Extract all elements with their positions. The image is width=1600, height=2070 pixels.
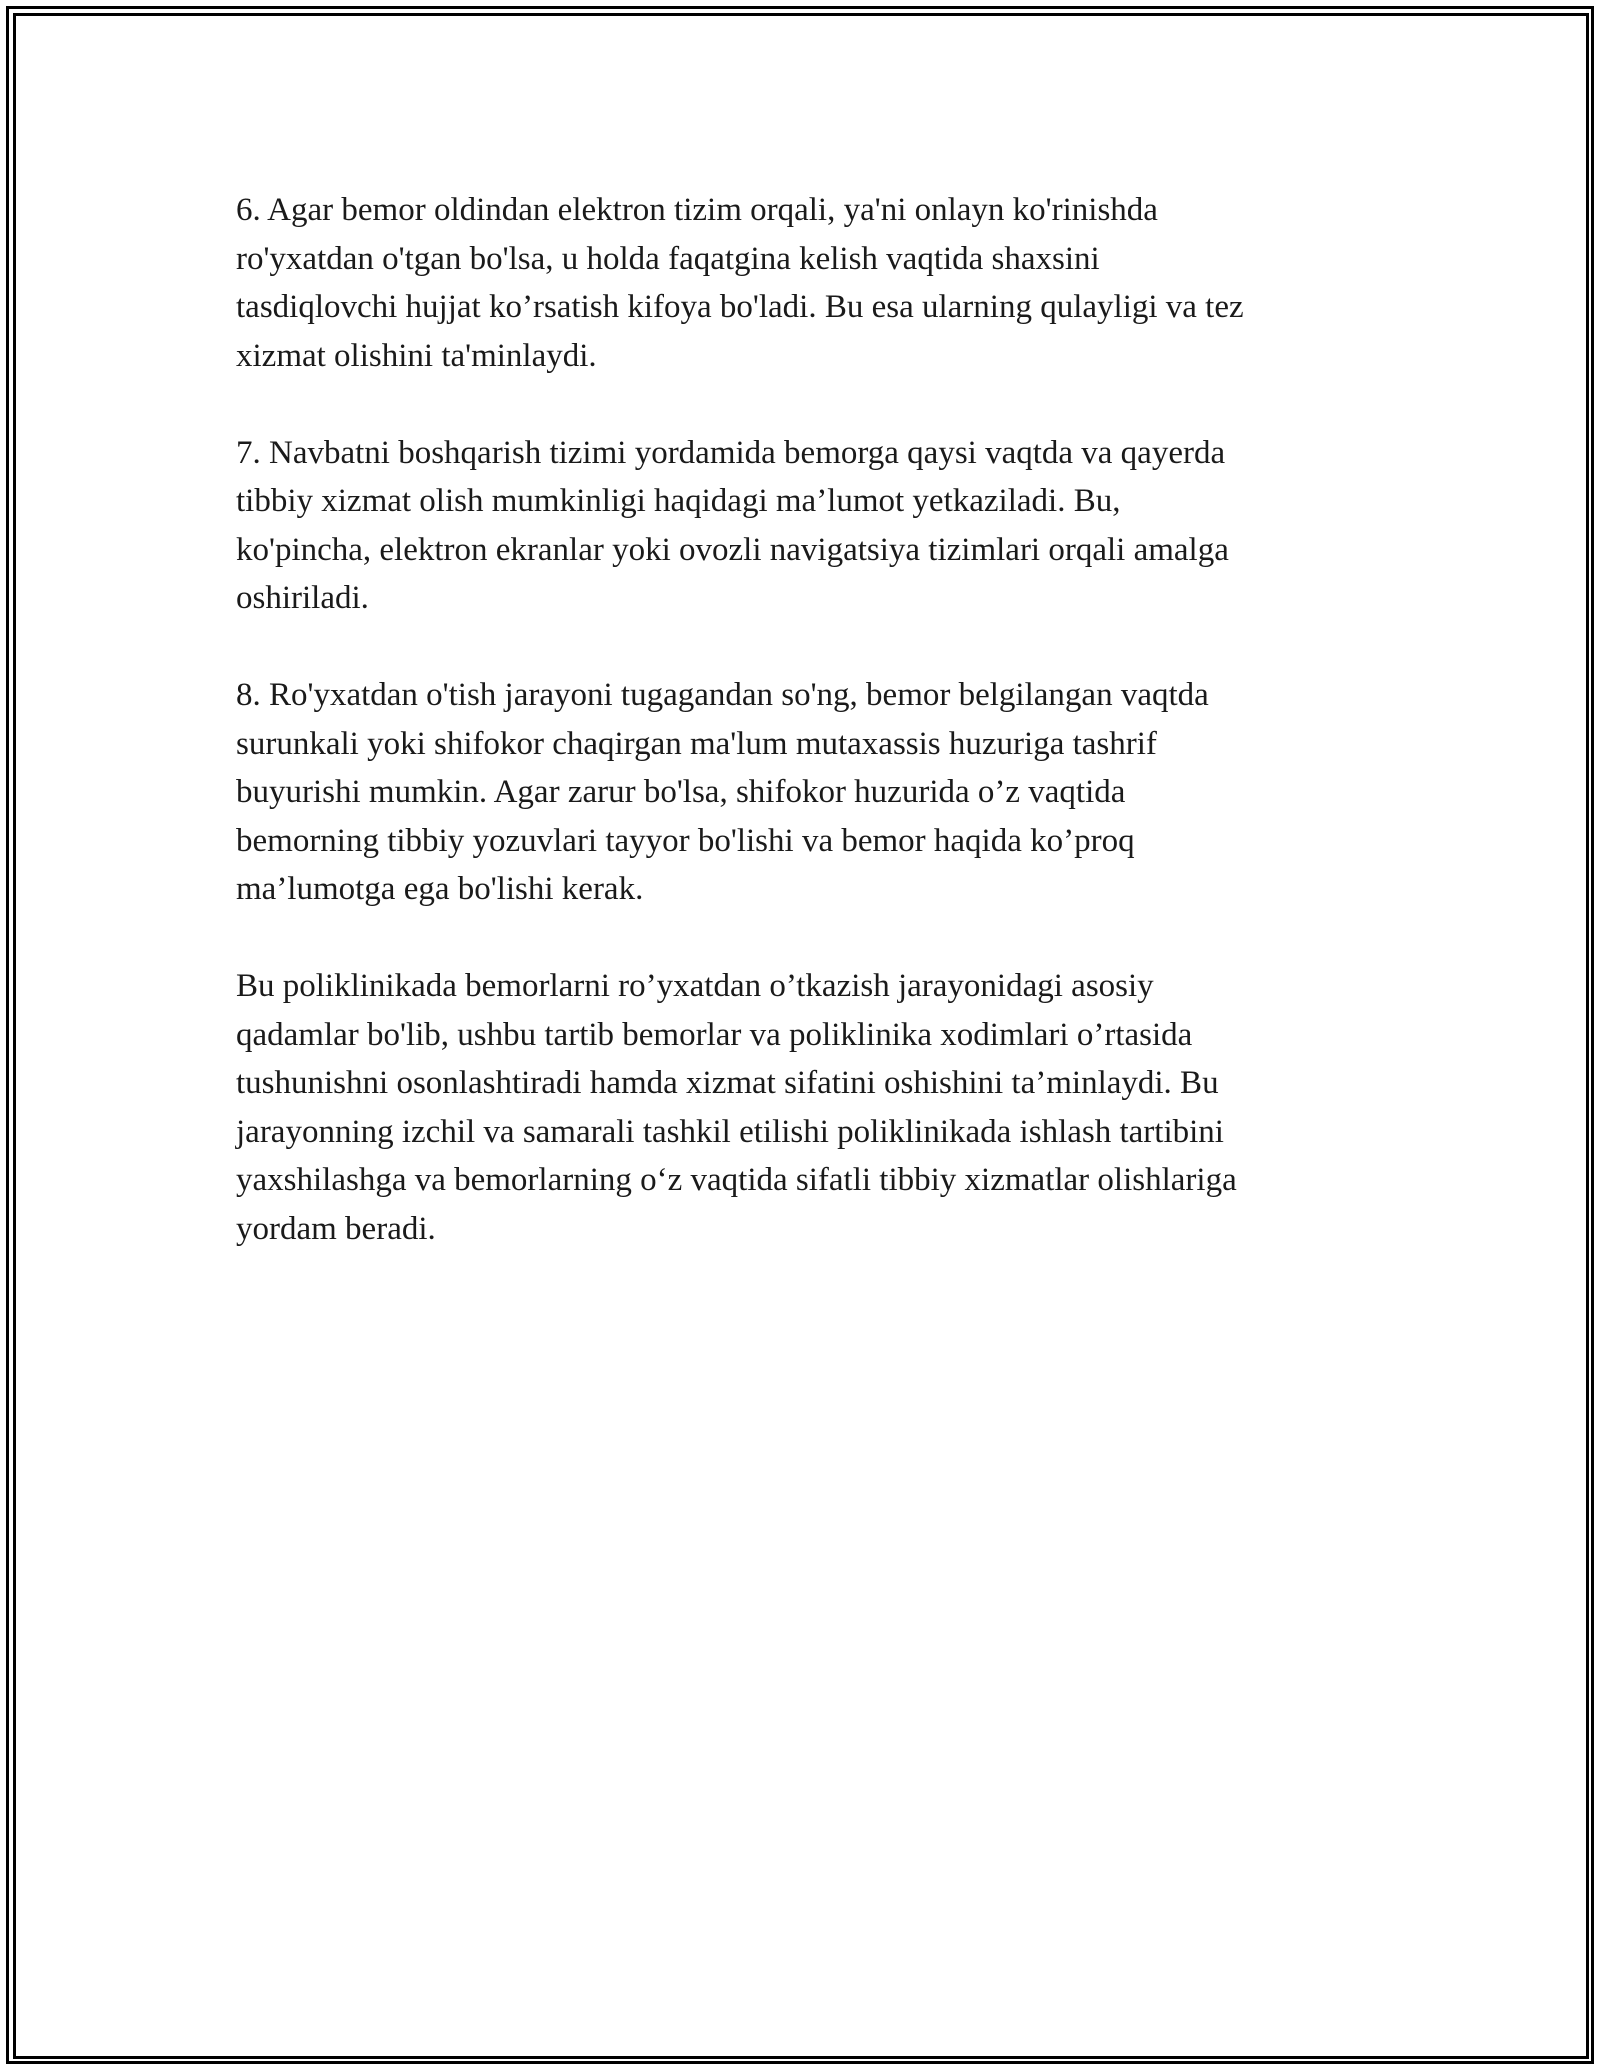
paragraph-step-7: 7. Navbatni boshqarish tizimi yordamida bemorga qaysi vaqtda va qayerda tibbiy xizmat olish mumkinligi haqidagi ma’lumot yetkaziladi. Bu, ko'pincha, elektron ekranlar yoki ovozli navigatsiya tizimlari orqali amalga oshiriladi. [236,434,1229,616]
document-body [236,186,1366,1302]
paragraph-step-6: 6. Agar bemor oldindan elektron tizim orqali, ya'ni onlayn ko'rinishda ro'yxatdan o'tgan bo'lsa, u holda faqatgina kelish vaqtida shaxsini tasdiqlovchi hujjat ko’rsatish kifoya bo'ladi. Bu esa ularning qulayligi va tez xizmat olishini ta'minlaydi. [236,192,1244,374]
paragraph-conclusion: Bu poliklinikada bemorlarni ro’yxatdan o’tkazish jarayonidagi asosiy qadamlar bo'lib, ushbu tartib bemorlar va poliklinika xodimlari o’rtasida tushunishni osonlashtiradi hamda xizmat sifatini oshishini ta’minlaydi. Bu jarayonning izchil va samarali tashkil etilishi poliklinikada ishlash tartibini yaxshilashga va bemorlarning o‘z vaqtida sifatli tibbiy xizmatlar olishlariga yordam beradi. [236,968,1237,1247]
paragraph-step-8: 8. Ro'yxatdan o'tish jarayoni tugagandan so'ng, bemor belgilangan vaqtda surunkali yoki shifokor chaqirgan ma'lum mutaxassis huzuriga tashrif buyurishi mumkin. Agar zarur bo'lsa, shifokor huzurida o’z vaqtida bemorning tibbiy yozuvlari tayyor bo'lishi va bemor haqida ko’proq ma’lumotga ega bo'lishi kerak. [236,677,1209,907]
